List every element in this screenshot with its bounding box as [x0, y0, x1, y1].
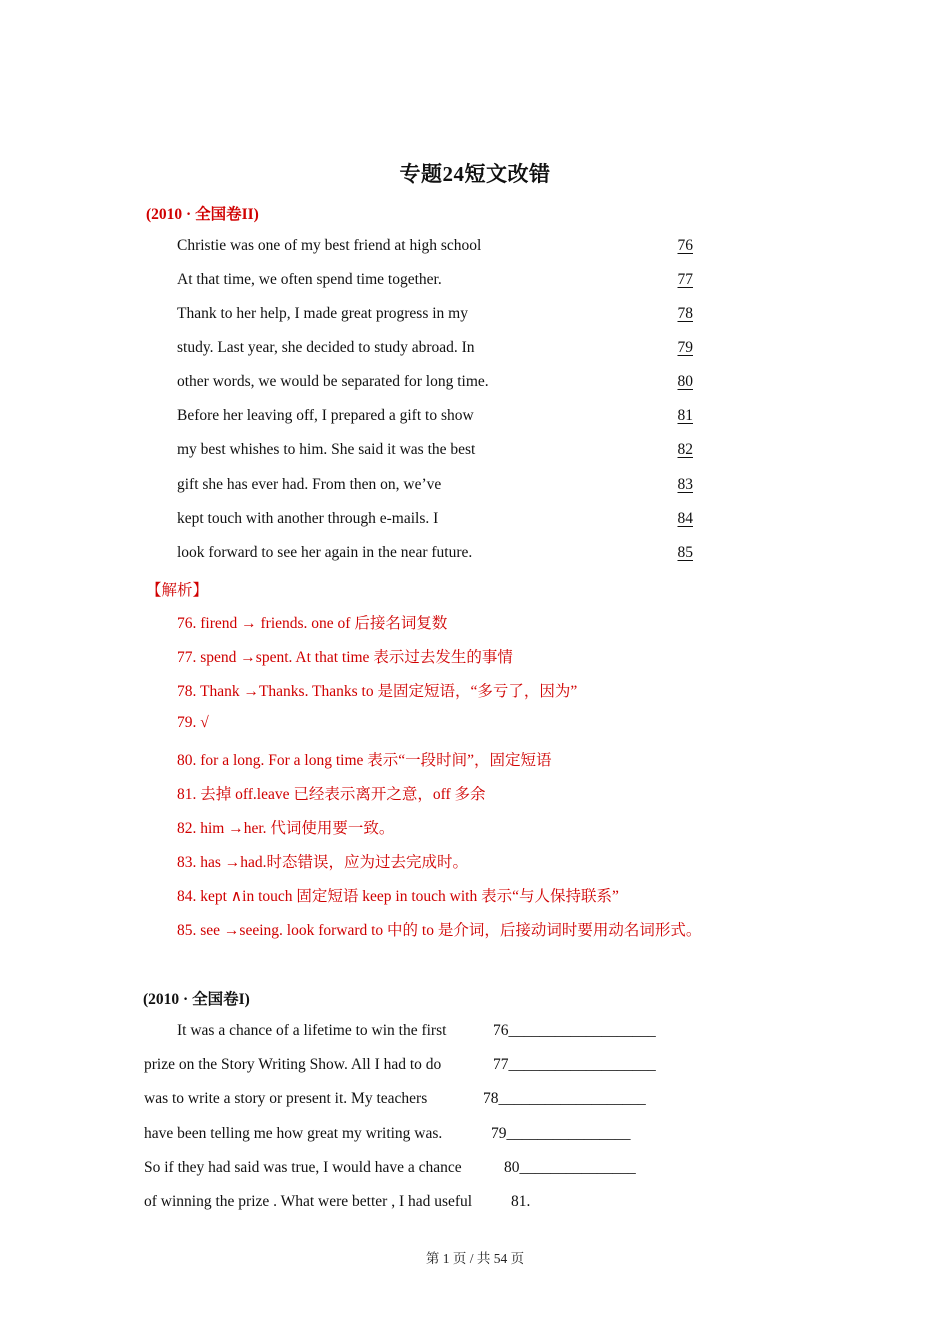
answer-blank: 80_______________	[504, 1159, 636, 1176]
blank-number: 78	[677, 305, 693, 322]
section2-source: (2010 · 全国卷I)	[143, 991, 250, 1008]
answer-blank: 81.	[511, 1193, 531, 1210]
blank-number: 77	[677, 271, 693, 288]
blank-number: 76	[677, 237, 693, 254]
passage-line: look forward to see her again in the near future.	[177, 544, 473, 561]
answer-item: 77. spend →spent. At that time 表示过去发生的事情	[177, 649, 513, 666]
answer-item: 80. for a long. For a long time 表示“一段时间”，固定短语	[177, 752, 552, 769]
answer-item: 83. has →had.时态错误，应为过去完成时。	[177, 854, 469, 871]
blank-number: 83	[677, 476, 693, 493]
passage-line-text: of winning the prize . What were better , I had useful	[144, 1193, 473, 1210]
passage-line: my best whishes to him. She said it was the best	[177, 441, 476, 458]
passage-line: other words, we would be separated for long time.	[177, 373, 489, 390]
passage-line: Christie was one of my best friend at high school	[177, 237, 482, 254]
blank-number: 85	[677, 544, 693, 561]
passage-line-text: prize on the Story Writing Show. All I had to do	[144, 1056, 442, 1073]
answer-item: 78. Thank →Thanks. Thanks to 是固定短语，“多亏了，因为”	[177, 683, 578, 700]
passage-line: study. Last year, she decided to study abroad. In	[177, 339, 475, 356]
section1-source: (2010 · 全国卷II)	[146, 206, 259, 223]
passage-line: kept touch with another through e-mails. I	[177, 510, 439, 527]
answer-blank: 79________________	[491, 1125, 631, 1142]
answer-item: 82. him →her. 代词使用要一致。	[177, 820, 395, 837]
passage-line-text: was to write a story or present it. My teachers	[144, 1090, 428, 1107]
page-title: 专题24短文改错	[399, 162, 551, 186]
answer-blank: 76___________________	[493, 1022, 656, 1039]
passage-line: At that time, we often spend time together.	[177, 271, 442, 288]
passage-line-text: It was a chance of a lifetime to win the first	[177, 1022, 447, 1039]
blank-number: 79	[677, 339, 693, 356]
passage-line: gift she has ever had. From then on, we’ve	[177, 476, 442, 493]
passage-line: Before her leaving off, I prepared a gift to show	[177, 407, 474, 424]
answer-item: 76. firend → friends. one of 后接名词复数	[177, 615, 448, 632]
blank-number: 80	[677, 373, 693, 390]
page-footer: 第 1 页 / 共 54 页	[425, 1251, 525, 1266]
answer-item: 79. √	[177, 714, 209, 731]
passage-line-text: have been telling me how great my writing was.	[144, 1125, 443, 1142]
answer-blank: 78___________________	[483, 1090, 646, 1107]
answer-item: 81. 去掉 off.leave 已经表示离开之意，off 多余	[177, 786, 486, 803]
blank-number: 84	[677, 510, 693, 527]
answer-item: 84. kept ∧in touch 固定短语 keep in touch with 表示“与人保持联系”	[177, 888, 619, 905]
passage-line-text: So if they had said was true, I would have a chance	[144, 1159, 462, 1176]
answer-blank: 77___________________	[493, 1056, 656, 1073]
blank-number: 81	[677, 407, 693, 424]
passage-line: Thank to her help, I made great progress in my	[177, 305, 468, 322]
answer-item: 85. see →seeing. look forward to 中的 to 是介词，后接动词时要用动名词形式。	[177, 922, 702, 939]
analysis-label: 【解析】	[146, 582, 209, 599]
blank-number: 82	[677, 441, 693, 458]
